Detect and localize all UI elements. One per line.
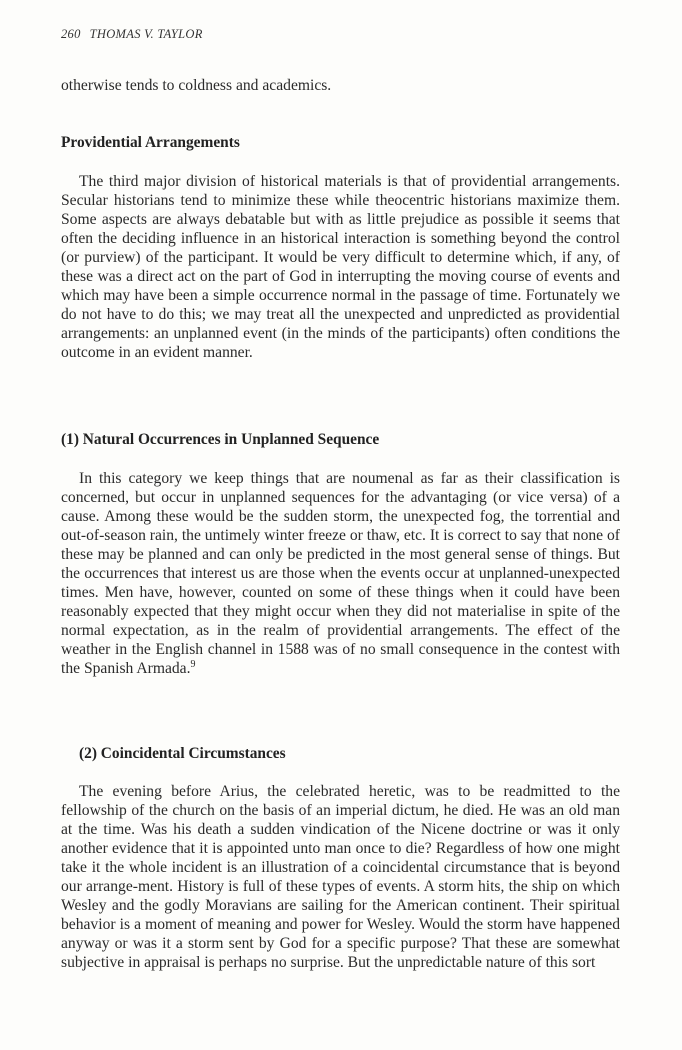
section-heading: Providential Arrangements: [61, 134, 240, 151]
section-body-coincidental: [61, 782, 620, 972]
author-name: THOMAS V. TAYLOR: [89, 27, 203, 41]
section-natural-occurrences: [61, 430, 620, 449]
section-providential-arrangements: [61, 133, 620, 152]
section-heading: (1) Natural Occurrences in Unplanned Sequence: [61, 431, 380, 448]
paragraph-text: The evening before Arius, the celebrated heretic, was to be readmitted to the fellowship of the church on the basis of an imperial dictum, he died. He was an old man at the time. Was his death a sudden vindication of the Nicene doctrine or was it only another evidence that it is appointed unto man once to die? Regardless of how one might take it the whole incident is an illustration of a coincidental circumstance that is beyond our arrange-ment. History is full of these types of events. A storm hits, the ship on which Wesley and the godly Moravians are sailing for the American continent. Their spiritual behavior is a moment of meaning and power for Wesley. Would the storm have happened anyway or was it a storm sent by God for a specific purpose? That these are somewhat subjective in appraisal is perhaps no surprise. But the unpredictable nature of this sort: [61, 783, 620, 971]
page-number: 260: [61, 27, 81, 41]
section-coincidental-circumstances: [79, 744, 620, 763]
footnote-reference[interactable]: 9: [190, 658, 196, 670]
paragraph-text: otherwise tends to coldness and academics.: [61, 77, 332, 94]
paragraph-text: The third major division of historical materials is that of providential arrangements. Secular historians tend to minimize these while theocentric historians maximize them. Some aspects are always debatable but with as little prejudice as possible it seems that often the deciding influence in an historical interaction is something beyond the control (or purview) of the participant. It would be very difficult to determine which, if any, of these was a direct act on the part of God in interrupting the moving course of events and which may have been a simple occurrence normal in the passage of time. Fortunately we do not have to do this; we may treat all the unexpected and unpredicted as providential arrangements: an unplanned event (in the minds of the participants) often conditions the outcome in an evident manner.: [61, 173, 620, 361]
running-head: [61, 27, 203, 42]
paragraph-text: [61, 469, 620, 678]
section-body-providential: [61, 172, 620, 362]
paragraph-body: In this category we keep things that are noumenal as far as their classification is concerned, but occur in unplanned sequences for the advantaging (or vice versa) of a cause. Among these would be the sudden storm, the unexpected fog, the torrential and out-of-season rain, the untimely winter freeze or thaw, etc. It is correct to say that none of these may be planned and can only be predicted in the most general sense of things. But the occurrences that interest us are those when the events occur at unplanned-unexpected times. Men have, however, counted on some of these things when it could have been reasonably expected that they might occur when they did not materialise in spite of the normal expectation, as in the realm of providential arrangements. The effect of the weather in the English channel in 1588 was of no small consequence in the contest with the Spanish Armada.: [61, 470, 620, 677]
section-heading: (2) Coincidental Circumstances: [79, 745, 286, 762]
continuation-paragraph: [61, 76, 620, 95]
section-body-natural: [61, 469, 620, 678]
